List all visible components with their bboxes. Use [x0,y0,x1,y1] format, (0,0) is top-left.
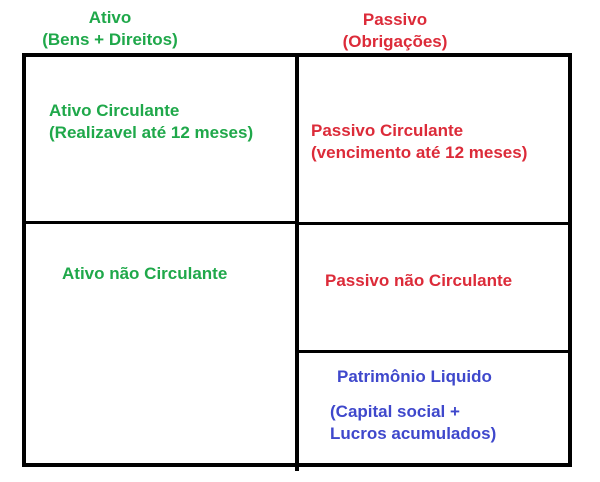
patrimonio-liquido-line1: (Capital social + [330,402,460,421]
left-row-divider [22,221,299,224]
passivo-header [310,9,480,53]
right-row-divider-2 [295,350,572,353]
ativo-header-subtitle: (Bens + Direitos) [42,30,178,49]
patrimonio-liquido-detail [330,401,496,445]
ativo-circulante-title: Ativo Circulante [49,101,180,120]
passivo-circulante-subtitle: (vencimento até 12 meses) [311,143,528,162]
patrimonio-liquido-title: Patrimônio Liquido [337,367,492,386]
ativo-nao-circulante-cell [62,263,227,285]
ativo-circulante-subtitle: (Realizavel até 12 meses) [49,123,254,142]
ativo-nao-circulante-title: Ativo não Circulante [62,264,228,283]
ativo-header [20,7,200,51]
ativo-circulante-cell [49,100,253,144]
passivo-nao-circulante-title: Passivo não Circulante [325,271,513,290]
ativo-header-title: Ativo [88,8,132,27]
center-divider [295,53,299,471]
patrimonio-liquido-line2: Lucros acumulados) [330,424,497,443]
outer-border-left [22,53,26,467]
passivo-nao-circulante-cell [325,270,512,292]
passivo-header-title: Passivo [362,10,428,29]
passivo-circulante-title: Passivo Circulante [311,121,464,140]
passivo-circulante-cell [311,120,527,164]
right-row-divider-1 [295,222,572,225]
passivo-header-subtitle: (Obrigações) [342,32,448,51]
outer-border-right [568,53,572,467]
